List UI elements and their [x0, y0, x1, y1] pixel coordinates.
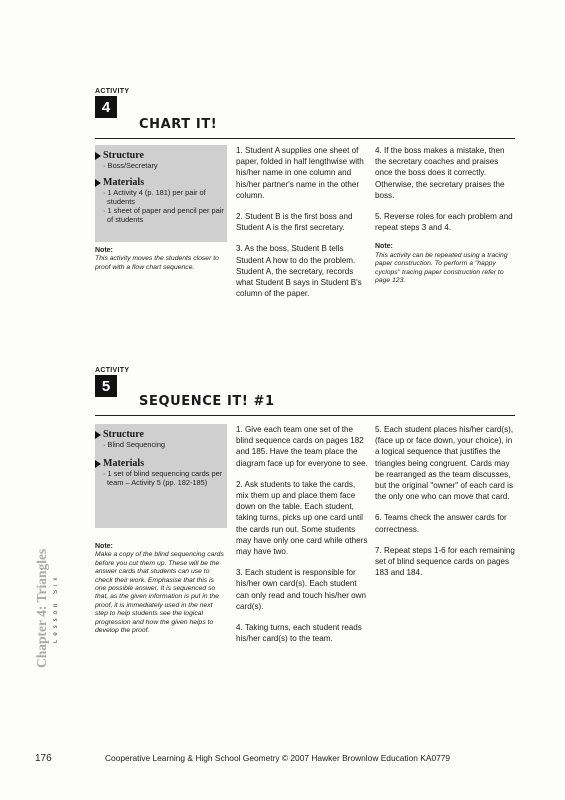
sidebar-panel — [95, 145, 227, 242]
steps-column-2 — [375, 424, 515, 588]
activity-number: 5 — [95, 375, 117, 397]
note-text: Make a copy of the blind sequencing cards before you cut them up. These will be the answer cards that students can use to check their work. Emphasise that this is one possible answer. It is sequenced so that, as the given information is put in the proof, it is immediately used in the next step to help students see the logical progression and how the given helps to develop the proof. — [95, 551, 224, 635]
steps-column-1 — [236, 424, 369, 654]
footer — [35, 753, 515, 764]
step: 2. Ask students to take the cards, mix them up and place them face down on the table. Each student, taking turns, picks up one card until the cards run out. Some students may have only one card while others may have two. — [236, 479, 368, 557]
triangle-bullet-icon — [95, 152, 101, 160]
activity-label: ACTIVITY — [95, 88, 130, 95]
divider — [95, 138, 515, 139]
step: 4. If the boss makes a mistake, then the secretary coaches and praises once the boss does it correctly. Otherwise, the secretary praises the boss. — [375, 146, 505, 200]
activity-label: ACTIVITY — [95, 367, 130, 374]
chapter-title: Chapter 4: Triangles — [34, 548, 49, 668]
note-heading: Note: — [375, 243, 393, 251]
note — [95, 247, 227, 272]
step: 1. Student A supplies one sheet of paper, folded in half lengthwise with his/her name in one column and his/her partner's name in the other column. — [236, 146, 364, 200]
structure-item: · Boss/Secretary — [103, 161, 158, 170]
step: 6. Teams check the answer cards for correctness. — [375, 513, 507, 534]
note-text: This activity moves the students closer to proof with a flow chart sequence. — [95, 255, 219, 271]
step: 3. As the boss, Student B tells Student A how to do the problem. Student A, the secretary, records what Student B says in Student B's column of the paper. — [236, 244, 362, 299]
triangle-bullet-icon — [95, 460, 101, 468]
note-heading: Note: — [95, 543, 113, 550]
step: 2. Student B is the first boss and Student A is the first secretary. — [236, 212, 353, 233]
step: 5. Reverse roles for each problem and repeat steps 3 and 4. — [375, 212, 513, 233]
materials-heading: Materials — [95, 459, 227, 468]
step: 5. Each student places his/her card(s), (face up or face down, your choice), in a logical sequence that justifies the triangles being congruent. Cards may be rearranged as the team discusses, but the original "owner" of each card is the only one who can move that card. — [375, 425, 514, 502]
sidebar-panel — [95, 424, 227, 528]
activity-5-title-wrap — [95, 367, 515, 407]
activity-title: SEQUENCE IT! #1 — [139, 394, 275, 409]
materials-heading: Materials — [95, 178, 227, 187]
activity-title: CHART IT! — [139, 117, 218, 132]
footer-text: Cooperative Learning & High School Geometry © 2007 Hawker Brownlow Education KA0779 — [105, 753, 451, 763]
step: 7. Repeat steps 1-6 for each remaining set of blind sequence cards on pages 183 and 184. — [375, 545, 515, 578]
materials-item: · 1 Activity 4 (p. 181) per pair of students — [103, 188, 206, 206]
note — [375, 243, 513, 285]
note — [95, 543, 227, 635]
lesson-label: Lesson Six — [53, 573, 59, 643]
structure-heading: Structure — [95, 430, 227, 439]
page-number: 176 — [35, 753, 52, 764]
activity-4-title-wrap — [95, 88, 515, 132]
divider — [95, 415, 515, 416]
activity-number: 4 — [95, 96, 117, 118]
structure-heading: Structure — [95, 151, 227, 160]
note-heading: Note: — [95, 247, 113, 254]
step: 1. Give each team one set of the blind sequence cards on pages 182 and 185. Have the team place the diagram face up for everyone to see. — [236, 425, 368, 468]
chapter-side-tab — [30, 548, 70, 668]
triangle-bullet-icon — [95, 431, 101, 439]
step: 3. Each student is responsible for his/her own card(s). Each student can only read and touch his/her own card(s). — [236, 568, 367, 611]
materials-item: · 1 sheet of paper and pencil per pair of students — [103, 206, 224, 224]
step: 4. Taking turns, each student reads his/her card(s) to the team. — [236, 623, 362, 644]
triangle-bullet-icon — [95, 179, 101, 187]
note-text: This activity can be repeated using a tracing paper construction. To perform a "happy cyclops" tracing paper construction refer to page 123. — [375, 251, 508, 285]
materials-item: · 1 set of blind sequencing cards per team – Activity 5 (pp. 182-185) — [103, 469, 223, 487]
steps-column-1 — [236, 145, 369, 309]
structure-item: · Blind Sequencing — [103, 440, 166, 449]
steps-column-2 — [375, 145, 515, 285]
